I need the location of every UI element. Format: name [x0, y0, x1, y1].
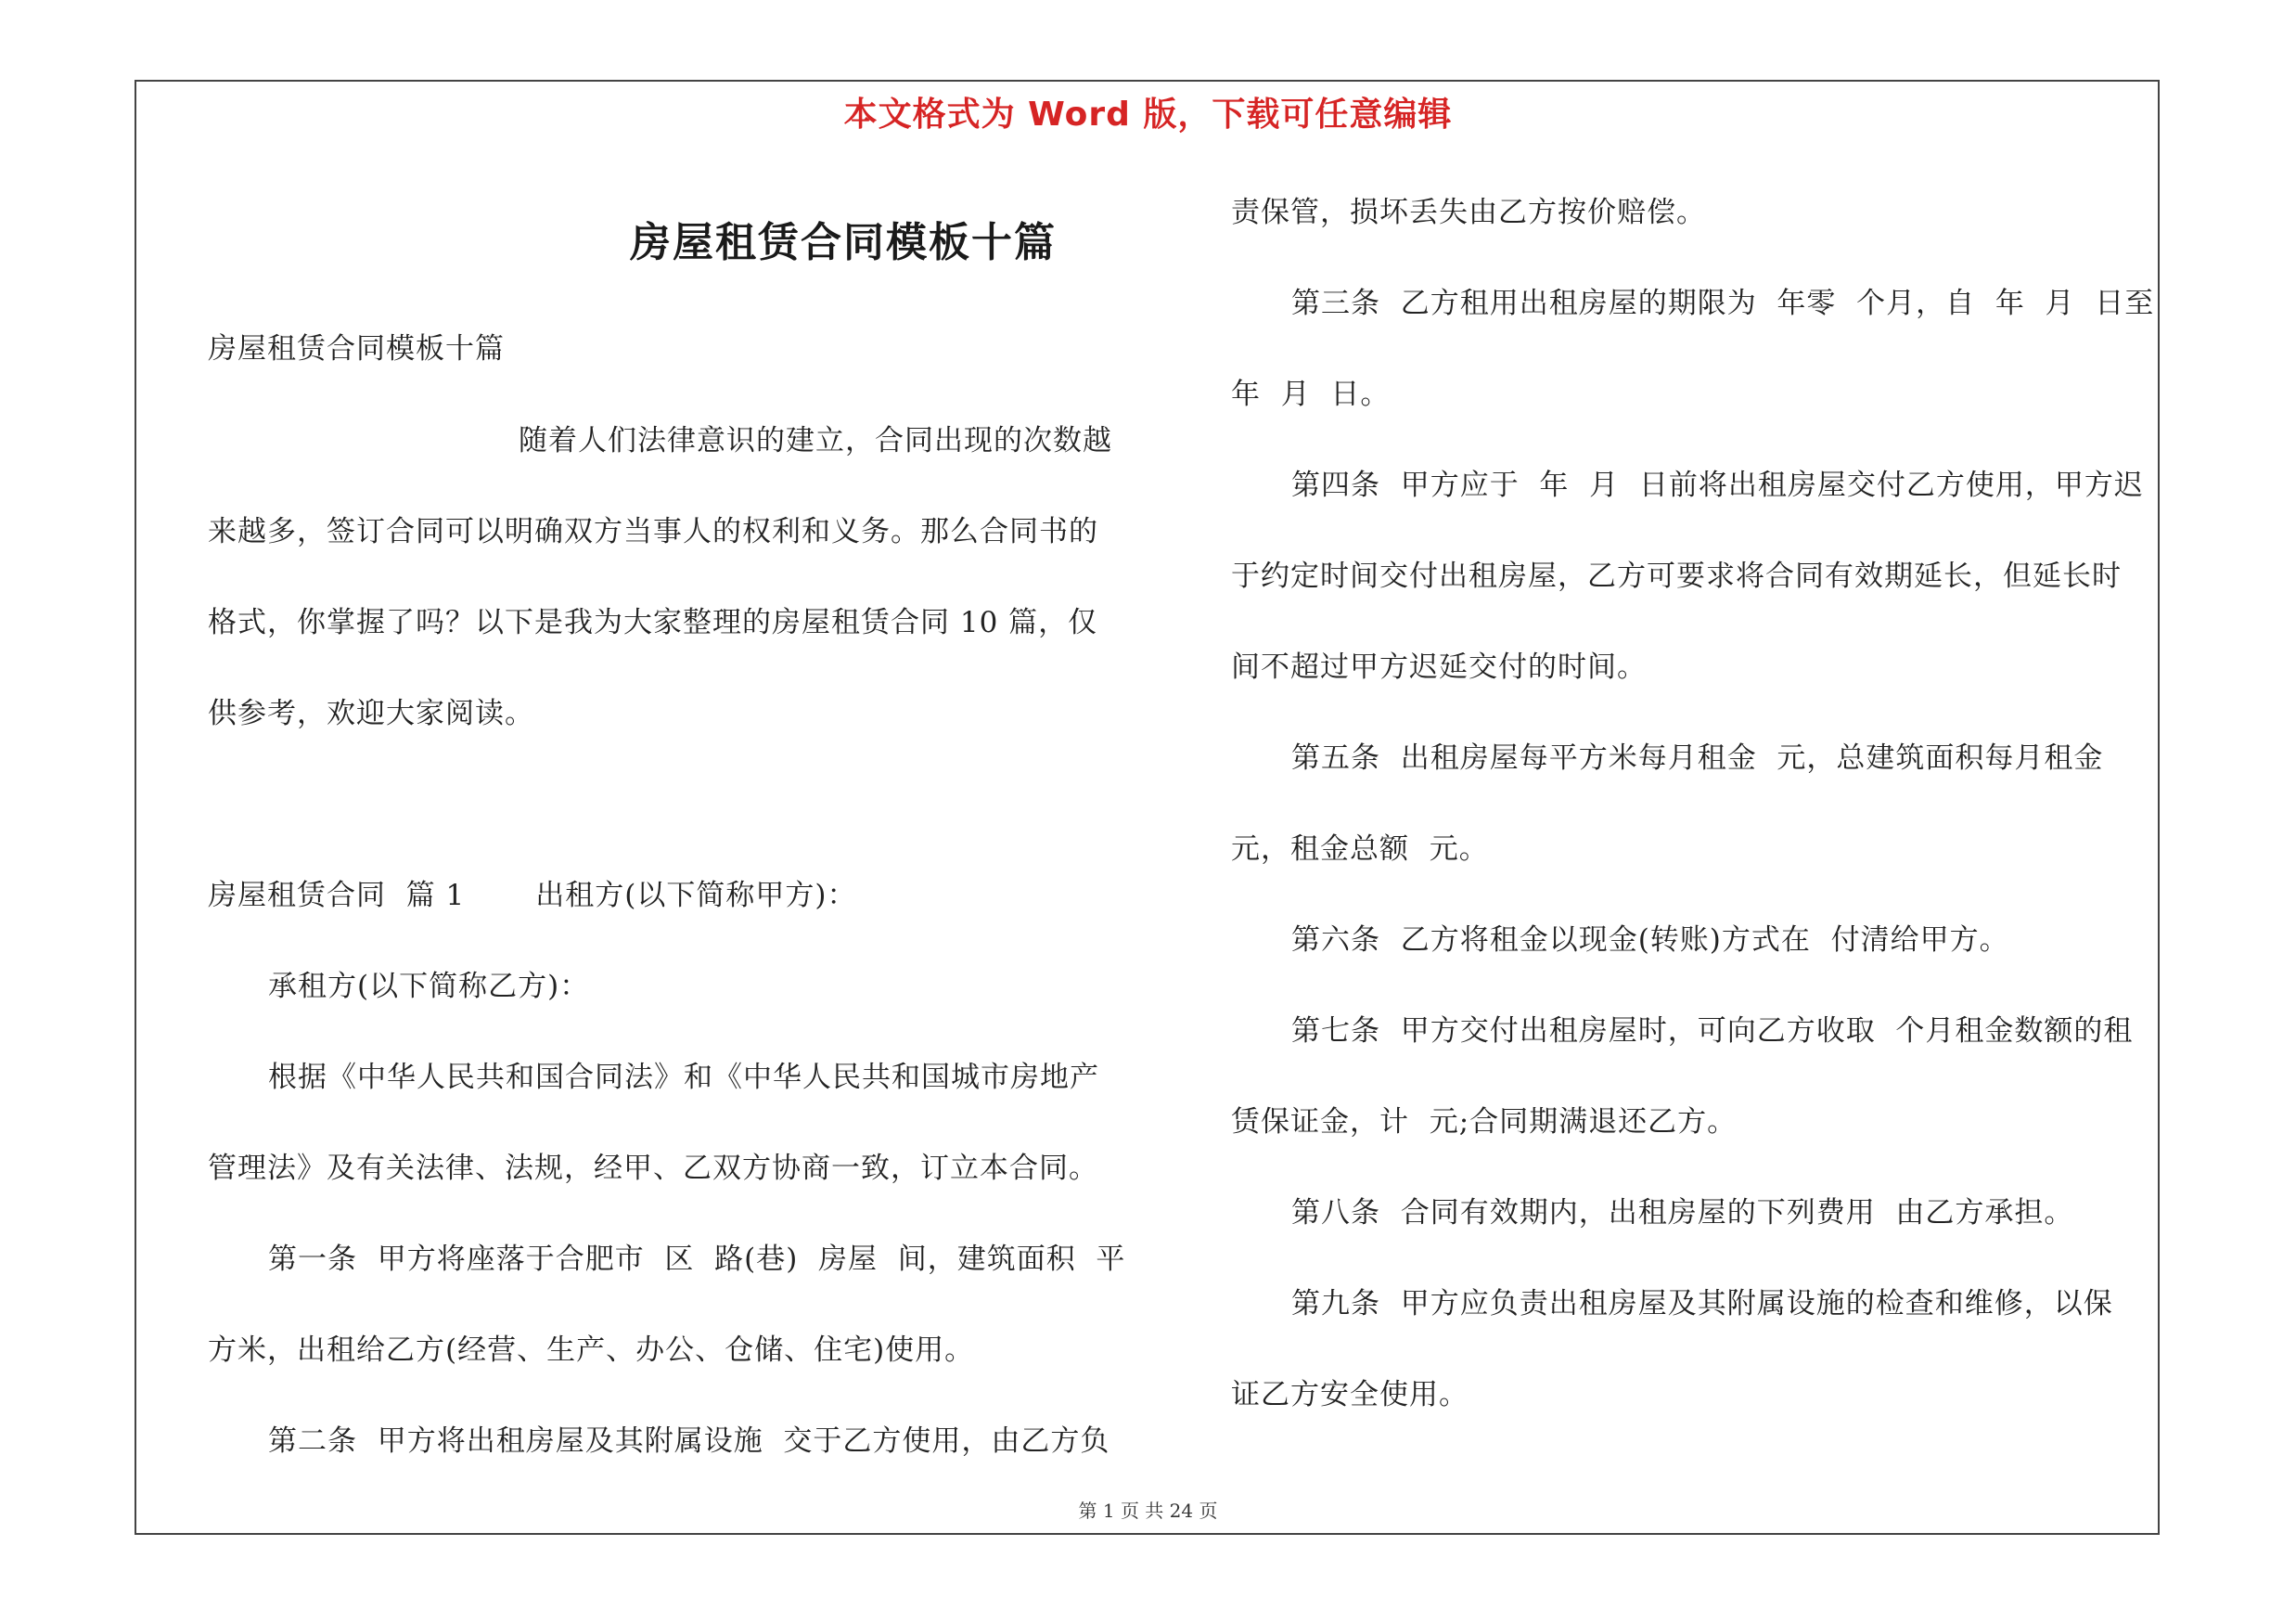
page-number: 第 1 页 共 24 页 [1078, 1500, 1218, 1522]
paragraph-line: 格式，你掌握了吗？以下是我为大家整理的房屋租赁合同 10 篇，仅 [208, 606, 1098, 639]
paragraph-line: 第三条 乙方租用出租房屋的期限为 年零 个月，自 年 月 日至 [1291, 287, 2155, 320]
paragraph-line: 供参考，欢迎大家阅读。 [208, 697, 534, 730]
right-column [1231, 0, 2159, 1623]
paragraph-line: 来越多，签订合同可以明确双方当事人的权利和义务。那么合同书的 [208, 515, 1098, 548]
paragraph-line: 责保管，损坏丢失由乙方按价赔偿。 [1231, 196, 1706, 229]
paragraph-line: 赁保证金，计 元;合同期满退还乙方。 [1231, 1105, 1738, 1139]
paragraph-line: 第四条 甲方应于 年 月 日前将出租房屋交付乙方使用，甲方迟 [1291, 469, 2144, 502]
paragraph-line: 第六条 乙方将租金以现金(转账)方式在 付清给甲方。 [1291, 923, 2009, 957]
paragraph-line: 第五条 出租房屋每平方米每月租金 元，总建筑面积每月租金 [1291, 741, 2104, 775]
paragraph-line: 第一条 甲方将座落于合肥市 区 路(巷) 房屋 间，建筑面积 平 [268, 1243, 1126, 1276]
paragraph-line: 管理法》及有关法律、法规，经甲、乙双方协商一致，订立本合同。 [208, 1152, 1098, 1185]
paragraph-line: 年 月 日。 [1231, 378, 1391, 411]
paragraph-line: 第七条 甲方交付出租房屋时，可向乙方收取 个月租金数额的租 [1291, 1014, 2134, 1048]
paragraph-line: 间不超过甲方迟延交付的时间。 [1231, 650, 1647, 684]
paragraph-line: 于约定时间交付出租房屋，乙方可要求将合同有效期延长，但延长时 [1231, 560, 2122, 593]
paragraph-line: 房屋租赁合同 篇 1 出租方(以下简称甲方)： [208, 879, 857, 912]
paragraph-line: 第九条 甲方应负责出租房屋及其附属设施的检查和维修，以保 [1291, 1287, 2113, 1320]
document-title: 房屋租赁合同模板十篇 [630, 219, 1057, 266]
paragraph-line: 随着人们法律意识的建立，合同出现的次数越 [519, 424, 1112, 457]
paragraph-line: 根据《中华人民共和国合同法》和《中华人民共和国城市房地产 [268, 1061, 1099, 1094]
paragraph-line: 第八条 合同有效期内，出租房屋的下列费用 由乙方承担。 [1291, 1196, 2074, 1230]
paragraph-line: 承租方(以下简称乙方)： [268, 970, 590, 1003]
paragraph-line: 元，租金总额 元。 [1231, 832, 1489, 866]
paragraph-line: 房屋租赁合同模板十篇 [208, 332, 505, 366]
paragraph-line: 第二条 甲方将出租房屋及其附属设施 交于乙方使用，由乙方负 [268, 1424, 1110, 1458]
left-column [208, 0, 1135, 1623]
paragraph-line: 证乙方安全使用。 [1231, 1378, 1469, 1411]
word-format-banner: 本文格式为 Word 版，下载可任意编辑 [843, 96, 1453, 134]
paragraph-line: 方米，出租给乙方(经营、生产、办公、仓储、住宅)使用。 [208, 1333, 975, 1367]
